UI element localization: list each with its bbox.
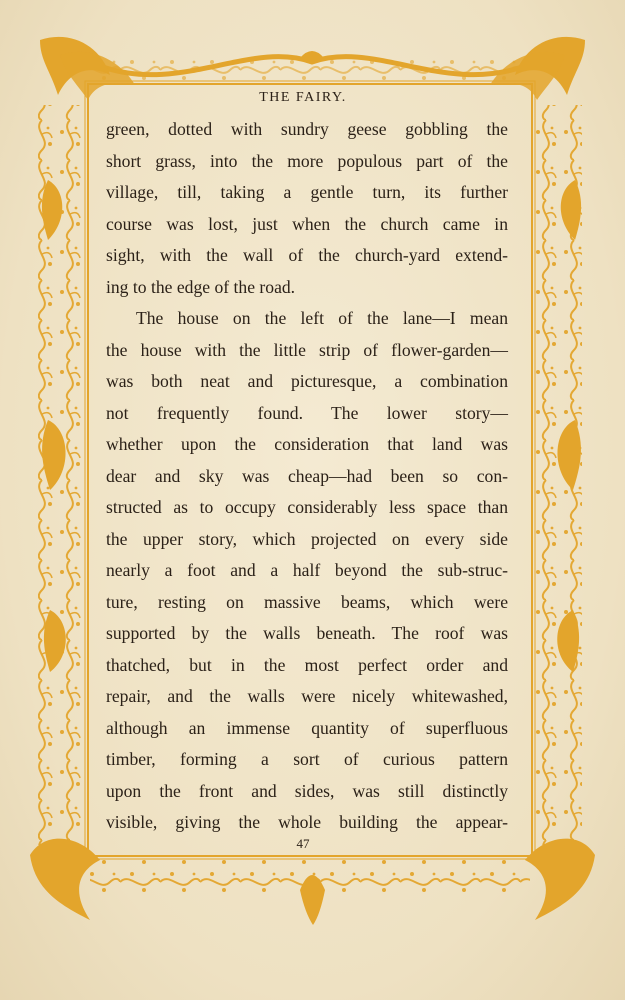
text-line: ing to the edge of the road. (106, 276, 296, 297)
text-line: dear and sky was cheap—had been so con- (106, 465, 508, 486)
text-line: structed as to occupy considerably less space than (106, 497, 508, 517)
text-line: short grass, into the more populous part of the (106, 150, 508, 171)
text-line: green, dotted with sundry geese gobbling the (106, 119, 508, 139)
text-line: whether upon the consideration that land was (106, 434, 508, 454)
text-line: timber, forming a sort of curious pattern (106, 749, 508, 769)
text-line: ture, resting on massive beams, which were (106, 591, 508, 612)
text-line: upon the front and sides, was still distinctly (106, 780, 508, 801)
text-line: village, till, taking a gentle turn, its further (106, 182, 508, 202)
page-number: 47 (296, 836, 310, 851)
text-line: supported by the walls beneath. The roof was (106, 623, 508, 643)
text-line: was both neat and picturesque, a combination (106, 371, 508, 391)
text-line: visible, giving the whole building the appear- (106, 812, 508, 832)
text-line: sight, with the wall of the church-yard extend- (106, 245, 508, 265)
text-line: nearly a foot and a half beyond the sub-struc- (106, 560, 508, 580)
body-text (106, 114, 508, 839)
text-line: not frequently found. The lower story— (106, 402, 508, 423)
text-line: The house on the left of the lane—I mean (136, 308, 508, 328)
text-line: thatched, but in the most perfect order and (106, 654, 508, 675)
text-line: although an immense quantity of superfluous (106, 717, 508, 738)
text-line: the upper story, which projected on every side (106, 528, 508, 549)
text-line: the house with the little strip of flower-garden— (106, 339, 508, 360)
text-line: repair, and the walls were nicely whitewashed, (106, 686, 508, 706)
running-head: THE FAIRY. (259, 90, 347, 105)
text-line: course was lost, just when the church came in (106, 213, 508, 234)
